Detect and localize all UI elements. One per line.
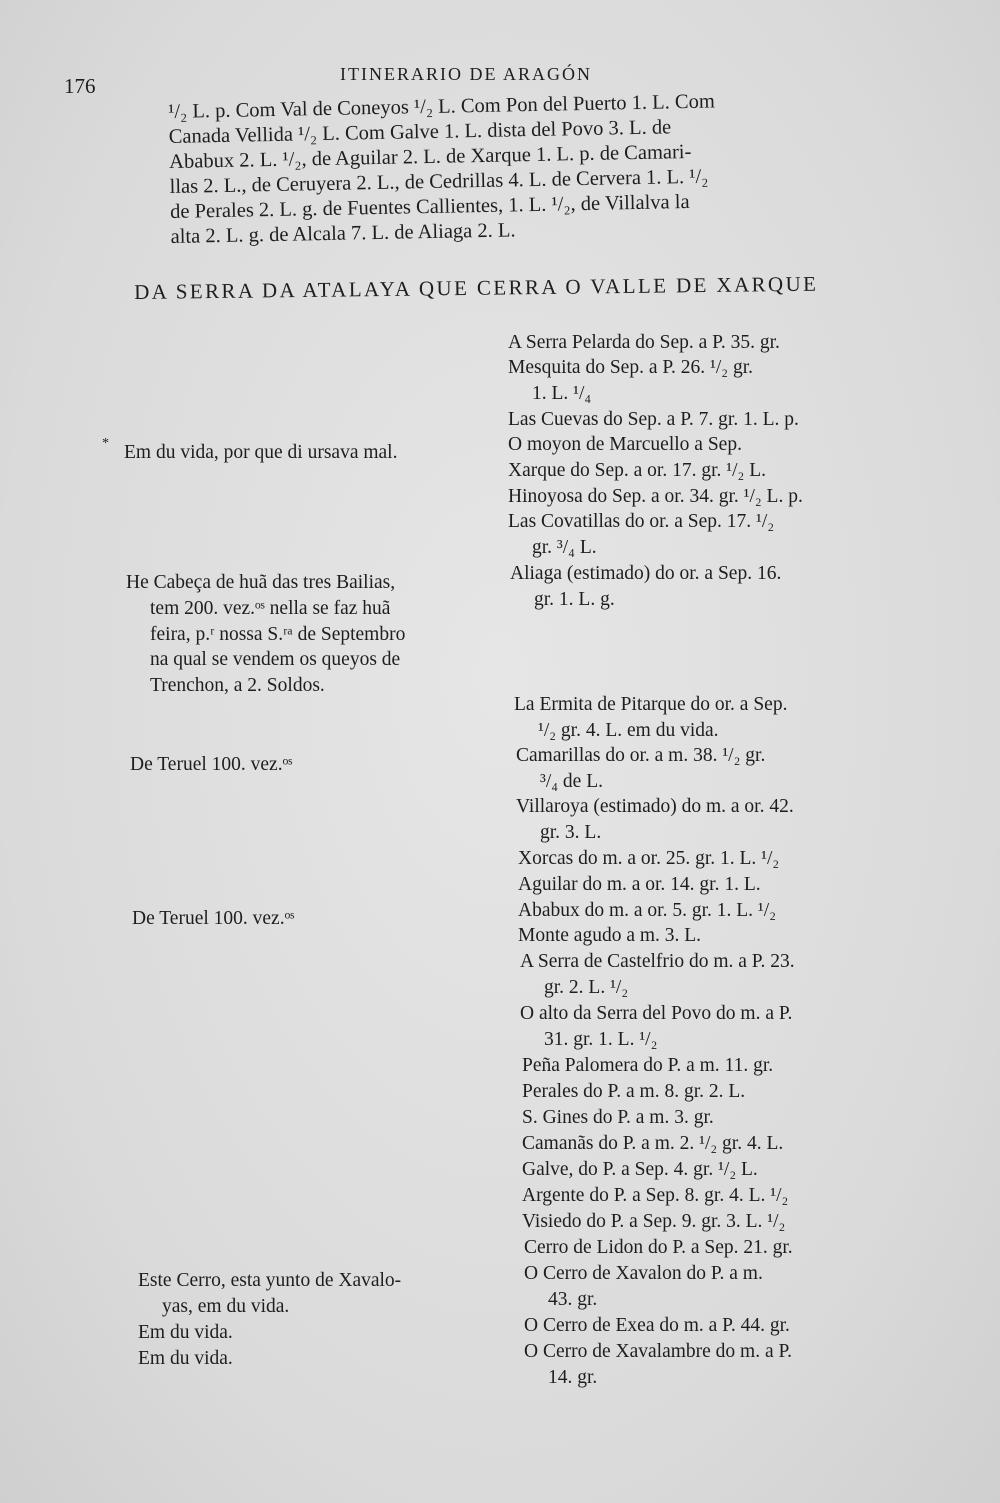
- intro-line: ¹/₂ L. p. Com Val de Coneyos ¹/₂ L. Com Pon del Puerto 1. L. Com: [168, 90, 716, 123]
- intro-line: Canada Vellida ¹/₂ L. Com Galve 1. L. dista del Povo 3. L. de: [168, 116, 672, 148]
- place-entry-line: ¹/₂ gr. 4. L. em du vida.: [538, 719, 719, 741]
- margin-note-line: He Cabeça de huã das tres Bailias,: [126, 572, 396, 593]
- place-entry-line: O moyon de Marcuello a Sep.: [508, 434, 742, 455]
- place-entry: [508, 432, 868, 458]
- place-entry-line: Peña Palomera do P. a m. 11. gr.: [522, 1055, 774, 1076]
- margin-note-line: De Teruel 100. vez.ᵒˢ: [132, 908, 295, 929]
- place-entry: [516, 743, 876, 795]
- running-head: ITINERARIO DE ARAGÓN: [340, 64, 592, 84]
- place-entry: [522, 1209, 882, 1235]
- place-entry: [522, 1105, 882, 1131]
- place-entry-line: La Ermita de Pitarque do or. a Sep.: [514, 694, 788, 715]
- place-entry: [522, 1053, 882, 1079]
- place-entry: [522, 1157, 882, 1183]
- place-entry: [518, 872, 878, 898]
- place-entry: [508, 355, 868, 407]
- margin-note-line: Trenchon, a 2. Soldos.: [150, 675, 325, 697]
- place-entry: [522, 1079, 882, 1105]
- place-entry: [510, 561, 870, 613]
- place-entry-line: Argente do P. a Sep. 8. gr. 4. L. ¹/₂: [522, 1185, 789, 1206]
- place-entry-line: ³/₄ de L.: [540, 770, 604, 792]
- margin-note: [124, 440, 469, 466]
- margin-note-line: yas, em du vida.: [162, 1295, 290, 1317]
- place-entry: [518, 846, 878, 872]
- place-entry: [516, 794, 876, 846]
- place-entry-line: Camanãs do P. a m. 2. ¹/₂ gr. 4. L.: [522, 1133, 784, 1154]
- place-entry-line: Visiedo do P. a Sep. 9. gr. 3. L. ¹/₂: [522, 1211, 786, 1232]
- place-entry-line: gr. 2. L. ¹/₂: [544, 976, 629, 998]
- place-entry-line: Camarillas do or. a m. 38. ¹/₂ gr.: [516, 745, 766, 766]
- margin-note-line: tem 200. vez.ᵒˢ nella se faz huã: [150, 597, 391, 619]
- intro-line: llas 2. L., de Ceruyera 2. L., de Cedrillas 4. L. de Cervera 1. L. ¹/₂: [169, 165, 709, 198]
- place-entry-line: 43. gr.: [548, 1288, 598, 1310]
- margin-note-line: na qual se vendem os queyos de: [150, 649, 401, 671]
- place-entry-line: 14. gr.: [548, 1366, 598, 1388]
- place-entry-line: 1. L. ¹/₄: [532, 382, 592, 404]
- place-entry-line: Ababux do m. a or. 5. gr. 1. L. ¹/₂: [518, 900, 776, 921]
- place-entry-line: A Serra Pelarda do Sep. a P. 35. gr.: [508, 332, 780, 353]
- place-entry: [524, 1313, 884, 1339]
- place-entry: [524, 1261, 884, 1313]
- margin-note: [138, 1346, 483, 1372]
- place-entry-line: 31. gr. 1. L. ¹/₂: [544, 1028, 658, 1050]
- page-number: 176: [64, 74, 96, 98]
- margin-note: [130, 752, 475, 778]
- place-entry-line: Aliaga (estimado) do or. a Sep. 16.: [510, 563, 782, 584]
- margin-note-line: Em du vida.: [138, 1348, 233, 1369]
- place-entry-line: gr. ³/₄ L.: [532, 536, 597, 558]
- margin-note-line: Este Cerro, esta yunto de Xavalo-: [138, 1270, 402, 1291]
- margin-note-line: feira, p.ʳ nossa S.ʳᵃ de Septembro: [150, 623, 406, 645]
- place-entry-line: Aguilar do m. a or. 14. gr. 1. L.: [518, 874, 761, 895]
- place-entry: [508, 407, 868, 433]
- place-entry: [520, 949, 880, 1001]
- place-entry-line: O alto da Serra del Povo do m. a P.: [520, 1003, 793, 1024]
- place-entry: [522, 1131, 882, 1157]
- place-entry-line: A Serra de Castelfrio do m. a P. 23.: [520, 951, 795, 972]
- place-entry-line: Galve, do P. a Sep. 4. gr. ¹/₂ L.: [522, 1159, 758, 1180]
- intro-line: Ababux 2. L. ¹/₂, de Aguilar 2. L. de Xarque 1. L. p. de Camari-: [168, 140, 692, 173]
- margin-note: [126, 570, 471, 699]
- place-entry-line: Xorcas do m. a or. 25. gr. 1. L. ¹/₂: [518, 848, 780, 869]
- place-entry: [508, 458, 868, 484]
- place-entry-line: Villaroya (estimado) do m. a or. 42.: [516, 796, 794, 817]
- place-entry-line: gr. 3. L.: [540, 821, 602, 843]
- place-entry: [518, 898, 878, 924]
- place-entry: [508, 330, 868, 356]
- section-title: DA SERRA DA ATALAYA QUE CERRA O VALLE DE XARQUE: [134, 271, 819, 304]
- place-entry: [508, 484, 868, 510]
- margin-note: [138, 1320, 483, 1346]
- place-entry-line: Cerro de Lidon do P. a Sep. 21. gr.: [524, 1237, 793, 1258]
- margin-note: [138, 1268, 483, 1320]
- place-entry-line: Hinoyosa do Sep. a or. 34. gr. ¹/₂ L. p.: [508, 486, 803, 507]
- marginal-mark: *: [102, 436, 109, 451]
- place-entry: [520, 1001, 880, 1053]
- place-entry-line: Monte agudo a m. 3. L.: [518, 925, 702, 946]
- place-entry-line: O Cerro de Exea do m. a P. 44. gr.: [524, 1315, 790, 1336]
- margin-note-line: De Teruel 100. vez.ᵒˢ: [130, 754, 293, 775]
- place-entry-line: Las Cuevas do Sep. a P. 7. gr. 1. L. p.: [508, 409, 799, 430]
- place-entry-line: O Cerro de Xavalambre do m. a P.: [524, 1341, 793, 1362]
- margin-note-line: Em du vida.: [138, 1322, 233, 1343]
- intro-line: alta 2. L. g. de Alcala 7. L. de Aliaga 2. L.: [170, 219, 516, 248]
- margin-note-line: Em du vida, por que di ursava mal.: [124, 442, 398, 463]
- place-entry-line: Xarque do Sep. a or. 17. gr. ¹/₂ L.: [508, 460, 766, 481]
- place-entry: [518, 923, 878, 949]
- intro-line: de Perales 2. L. g. de Fuentes Callientes, 1. L. ¹/₂, de Villalva la: [169, 191, 690, 223]
- place-entry-line: Las Covatillas do or. a Sep. 17. ¹/₂: [508, 511, 775, 532]
- place-entry-line: O Cerro de Xavalon do P. a m.: [524, 1263, 763, 1284]
- place-entry: [514, 692, 874, 744]
- place-entry: [522, 1183, 882, 1209]
- place-entry-line: Mesquita do Sep. a P. 26. ¹/₂ gr.: [508, 357, 754, 378]
- place-entry: [524, 1235, 884, 1261]
- place-entry-line: S. Gines do P. a m. 3. gr.: [522, 1107, 714, 1128]
- place-entry-line: Perales do P. a m. 8. gr. 2. L.: [522, 1081, 746, 1102]
- place-entry-line: gr. 1. L. g.: [534, 588, 615, 610]
- place-entry: [524, 1339, 884, 1391]
- margin-note: [132, 906, 477, 932]
- place-entry: [508, 509, 868, 561]
